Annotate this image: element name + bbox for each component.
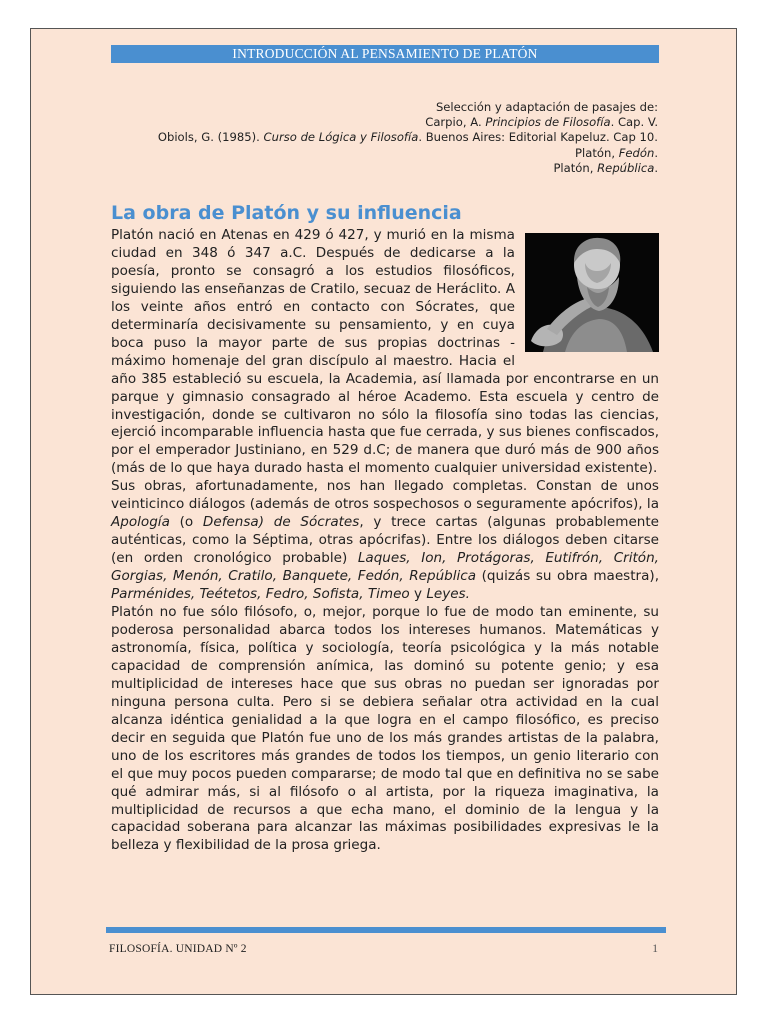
footer-unit-label: FILOSOFÍA. UNIDAD Nº 2	[109, 943, 247, 955]
document-page	[30, 28, 737, 995]
credit-carpio: Carpio, A. Principios de Filosofía. Cap. V.	[425, 115, 658, 130]
plato-statue-image	[525, 233, 659, 352]
paragraph-biography: Platón nació en Atenas en 429 ó 427, y murió en la misma ciudad en 348 ó 347 a.C. Después de dedicarse a la poesía, pronto se consagró a los estudios filosóficos, siguiendo las enseñanzas de Cratilo, secuaz de Heráclito. A los veinte años entró en contacto con Sócrates, que determinaría decisivamente su pensamiento, y en cuya boca puso la mayor parte de sus propias doctrinas -máximo homenaje del gran discípulo al maestro. Hacia el año 385 estableció su escuela, la Academia, así llamada por encontrarse en un parque y gimnasio consagrado al héroe Academo. Esta escuela y centro de investigación, donde se cultivaron no sólo la filosofía sino todas las ciencias, ejerció incomparable influencia hasta que fue cerrada, y sus bienes confiscados, por el emperador Justiniano, en 529 d.C; de manera que duró más de 900 años (más de lo que haya durado hasta el momento cualquier universidad existente).	[111, 227, 659, 477]
footer-divider	[106, 927, 666, 933]
section-title: La obra de Platón y su influencia	[111, 202, 462, 224]
credit-obiols: Obiols, G. (1985). Curso de Lógica y Filosofía. Buenos Aires: Editorial Kapeluz. Cap 10.	[157, 130, 658, 145]
document-header: INTRODUCCIÓN AL PENSAMIENTO DE PLATÓN	[111, 45, 659, 63]
paragraph-genius: Platón no fue sólo filósofo, o, mejor, porque lo fue de modo tan eminente, su poderosa personalidad abarca todos los intereses humanos. Matemáticas y astronomía, física, política y sociología, teoría psicológica y la más notable capacidad de comprensión anímica, las dominó su potente genio; y esa multiplicidad de intereses hace que sus obras no puedan ser ignoradas por ninguna persona culta. Pero si se debiera señalar otra actividad en la cual alcanza idéntica genialidad a la que logra en el campo filosófico, es preciso decir en seguida que Platón fue uno de los más grandes artistas de la palabra, uno de los escritores más grandes de todos los tiempos, un genio literario con el que muy pocos pueden compararse; de modo tal que en definitiva no se sabe qué admirar más, si al filósofo o al artista, por la riqueza imaginativa, la multiplicidad de recursos a que echa mano, el dominio de la lengua y la capacidad soberana para alcanzar las máximas posibilidades expresivas le la belleza y flexibilidad de la prosa griega.	[111, 604, 659, 854]
credit-republica: Platón, República.	[553, 160, 658, 175]
source-credits	[110, 100, 658, 176]
paragraph-works: Sus obras, afortunadamente, nos han llegado completas. Constan de unos veinticinco diálogos (además de otros sospechosos o seguramente apócrifos), la Apología (o Defensa) de Sócrates, y trece cartas (algunas probablemente auténticas, como la Séptima, otras apócrifas). Entre los diálogos deben citarse (en orden cronológico probable) Laques, Ion, Protágoras, Eutifrón, Critón, Gorgias, Menón, Cratilo, Banquete, Fedón, República (quizás su obra maestra), Parménides, Teétetos, Fedro, Sofista, Timeo y Leyes.	[111, 478, 660, 603]
credit-fedon: Platón, Fedón.	[575, 145, 658, 160]
credits-intro: Selección y adaptación de pasajes de:	[435, 100, 658, 114]
page-number: 1	[652, 943, 658, 955]
body-text	[111, 227, 659, 855]
